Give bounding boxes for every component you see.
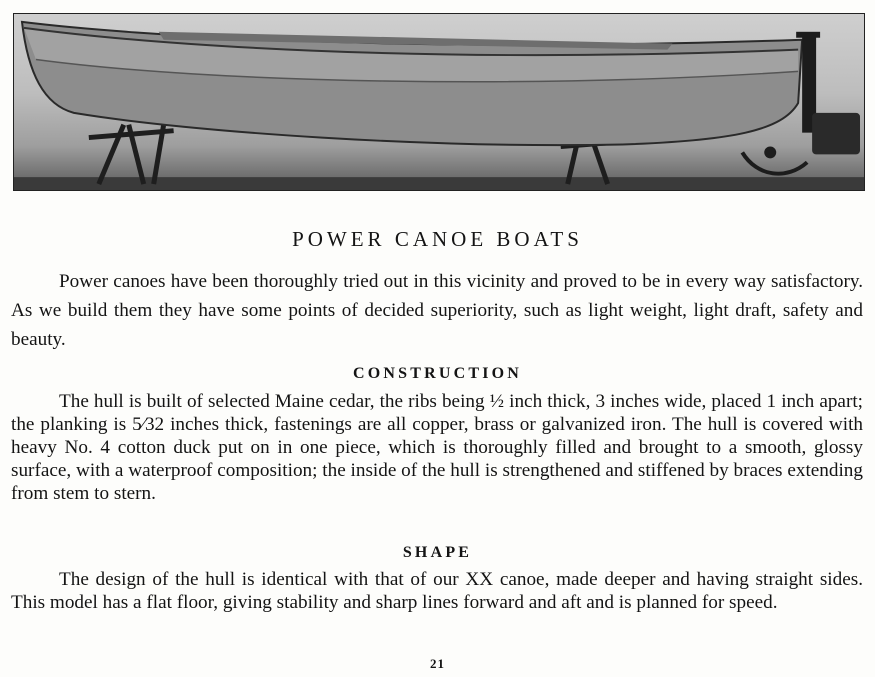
- intro-paragraph: Power canoes have been thoroughly tried out in this vicinity and proved to be in every way satisfactory. As we build them they have some points of decided superiority, such as light weight, light draft, safety and beauty.: [11, 271, 863, 350]
- section-heading-shape: SHAPE: [402, 544, 473, 561]
- page-title: POWER CANOE BOATS: [292, 227, 583, 251]
- canoe-illustration: [14, 14, 864, 190]
- page-number: 21: [430, 656, 445, 671]
- shape-paragraph: The design of the hull is identical with that of our XX canoe, made deeper and having straight sides. This model has a flat floor, giving stability and sharp lines forward and aft and is planned for speed.: [11, 569, 863, 613]
- construction-paragraph: The hull is built of selected Maine cedar, the ribs being ½ inch thick, 3 inches wide, placed 1 inch apart; the planking is 5⁄32 inches thick, fastenings are all copper, brass or galvanized iron. The hull is covered with heavy No. 4 cotton duck put on in one piece, which is thoroughly filled and brought to a smooth, glossy surface, with a waterproof composition; the inside of the hull is strengthened and stiffened by braces extending from stem to stern.: [11, 391, 863, 504]
- power-canoe-photo: [13, 13, 865, 191]
- section-heading-construction: CONSTRUCTION: [352, 365, 523, 382]
- trestle-left: [89, 125, 174, 184]
